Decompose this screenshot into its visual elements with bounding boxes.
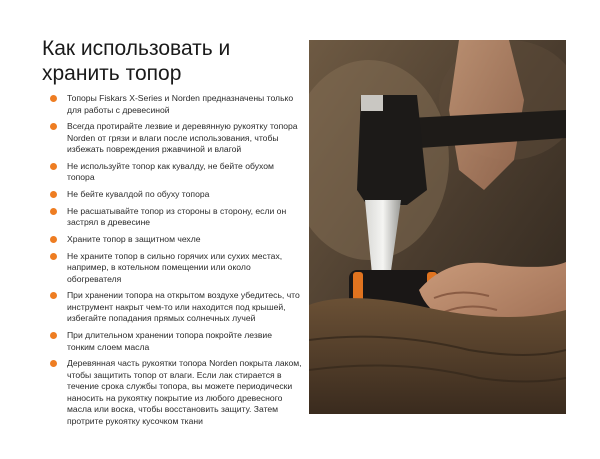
list-item-text: Всегда протирайте лезвие и деревянную рукоятку топора Norden от грязи и влаги после использования, чтобы избежать повреждения ржавчиной и влагой <box>67 121 298 155</box>
axe-sharpening-photo <box>309 40 566 414</box>
list-item-text: Не расшатывайте топор из стороны в сторону, если он застрял в древесине <box>67 205 287 228</box>
bullet-icon <box>50 360 57 367</box>
list-item <box>50 251 302 286</box>
list-item-text: При длительном хранении топора покройте лезвие тонким слоем масла <box>67 330 272 352</box>
list-item-text: Храните топор в защитном чехле <box>67 233 201 244</box>
list-item <box>50 330 302 353</box>
list-item <box>50 189 302 201</box>
bullet-icon <box>50 95 57 102</box>
bullet-icon <box>50 191 57 198</box>
list-item-text: Топоры Fiskars X-Series и Norden предназначены только для работы с древесиной <box>67 93 294 115</box>
bullet-icon <box>50 208 57 215</box>
bullet-icon <box>50 236 57 243</box>
bullet-icon <box>50 253 57 260</box>
list-item-text: Не храните топор в сильно горячих или сухих местах, например, в котельном помещении или около обогревателя <box>67 250 283 284</box>
list-item-text: Не бейте кувалдой по обуху топора <box>67 189 210 200</box>
list-item <box>50 206 302 229</box>
list-item-text: Деревянная часть рукоятки топора Norden покрыта лаком, чтобы защитить топор от влаги. Если лак стирается в течение срока службы топора, вы можете периодически наносить на рукоятку покрытие из любого древесного масла или воска, чтобы восстановить защиту. Затем протрите рукоятку кусочком ткани <box>67 358 302 426</box>
bullet-icon <box>50 123 57 130</box>
list-item <box>50 234 302 246</box>
list-item-text: При хранении топора на открытом воздухе убедитесь, что инструмент накрыт чем-то или находится под крышей, избегайте попадания прямых солнечных лучей <box>67 290 300 324</box>
list-item <box>50 93 302 116</box>
list-item <box>50 290 302 325</box>
page-title: Как использовать и хранить топор <box>42 37 231 85</box>
list-item <box>50 358 302 427</box>
bullet-icon <box>50 332 57 339</box>
list-item <box>50 121 302 156</box>
bullet-icon <box>50 163 57 170</box>
bullet-icon <box>50 292 57 299</box>
instructions-list <box>50 93 302 432</box>
list-item <box>50 161 302 184</box>
list-item-text: Не используйте топор как кувалду, не бейте обухом топора <box>67 160 274 183</box>
